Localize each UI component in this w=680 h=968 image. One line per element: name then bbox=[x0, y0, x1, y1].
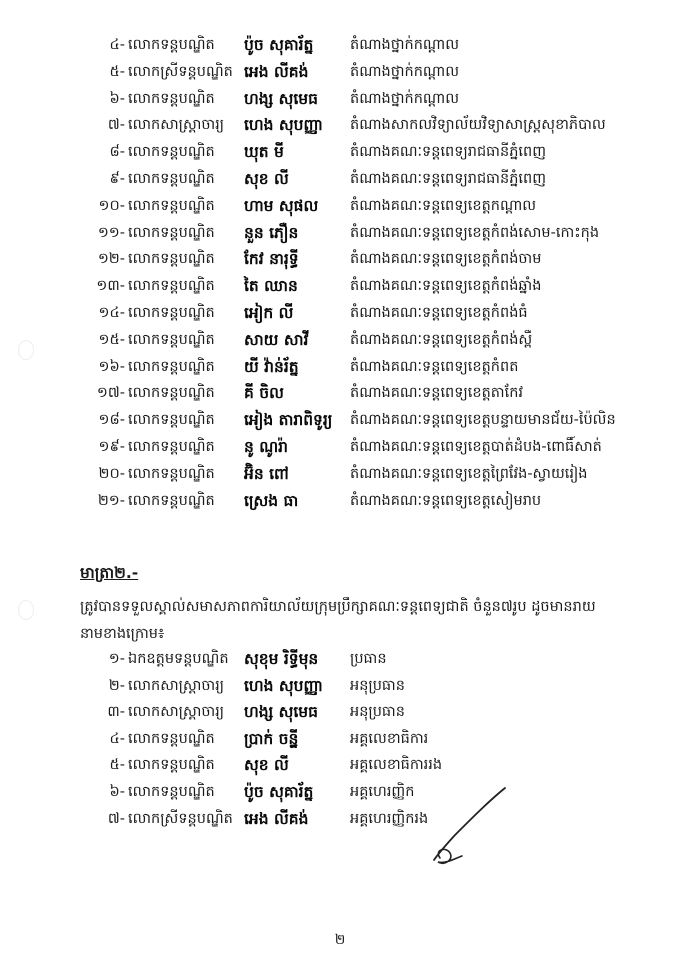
member-name: ហង្ស សុមេធ bbox=[244, 703, 318, 722]
honorific-title: លោកទន្តបណ្ឌិត bbox=[128, 465, 215, 482]
article-heading: មាត្រា២.- bbox=[80, 564, 139, 582]
list-item bbox=[0, 300, 680, 326]
honorific-title: លោកសាស្ត្រាចារ្យ bbox=[128, 677, 225, 694]
item-number: ១៤- bbox=[98, 305, 125, 321]
member-role: តំណាងគណៈទន្តពេទ្យខេត្តព្រៃវែង-ស្វាយរៀង bbox=[350, 465, 588, 482]
list-item bbox=[0, 434, 680, 460]
item-number: ៥- bbox=[109, 757, 125, 774]
member-name: ហេង សុបញ្ញា bbox=[244, 116, 323, 135]
item-number: ៧- bbox=[107, 117, 125, 134]
member-role: អគ្គលេខាធិការរង bbox=[350, 757, 443, 774]
list-item bbox=[0, 726, 680, 752]
member-role: តំណាងគណៈទន្តពេទ្យខេត្តកំពត bbox=[350, 358, 519, 375]
honorific-title: លោកទន្តបណ្ឌិត bbox=[128, 251, 215, 268]
member-name: សុខ លី bbox=[244, 170, 289, 188]
member-name: អេង លីគង់ bbox=[244, 809, 309, 828]
item-number: ១០- bbox=[98, 197, 125, 214]
member-name: នូ ណូរ៉ា bbox=[244, 438, 288, 456]
honorific-title: លោកទន្តបណ្ឌិត bbox=[128, 358, 215, 375]
list-item bbox=[0, 139, 680, 165]
honorific-title: លោកទន្តបណ្ឌិត bbox=[128, 439, 215, 455]
list-item bbox=[0, 752, 680, 778]
member-name: អ៊ិន ពៅ bbox=[244, 464, 289, 483]
list-item bbox=[0, 699, 680, 725]
list-item bbox=[0, 673, 680, 699]
item-number: ៨- bbox=[109, 144, 125, 161]
list-item bbox=[0, 407, 680, 433]
member-role: តំណាងគណៈទន្តពេទ្យខេត្តបន្ទាយមានជ័យ-ប៉ៃលិន bbox=[350, 412, 616, 429]
list-item bbox=[0, 380, 680, 406]
item-number: ១៥- bbox=[98, 331, 125, 348]
honorific-title: លោកទន្តបណ្ឌិត bbox=[128, 385, 215, 402]
article-paragraph-line-2: នាមខាងក្រោម៖ bbox=[80, 626, 165, 642]
member-role: តំណាងគណៈទន្តពេទ្យខេត្តកំពង់សោម-កោះកុង bbox=[350, 224, 600, 241]
list-item bbox=[0, 488, 680, 514]
item-number: ៦- bbox=[109, 784, 125, 800]
list-item bbox=[0, 112, 680, 138]
member-name: អេង លីគង់ bbox=[244, 62, 309, 81]
member-name: យី វ៉ាន់រ័ត្ន bbox=[244, 357, 299, 376]
member-role: តំណាងគណៈទន្តពេទ្យខេត្តកំពង់ឆ្នាំង bbox=[350, 278, 542, 295]
member-name: គី ចិល bbox=[244, 384, 284, 403]
honorific-title: លោកទន្តបណ្ឌិត bbox=[128, 37, 215, 53]
honorific-title: លោកទន្តបណ្ឌិត bbox=[128, 224, 215, 241]
item-number: ១៦- bbox=[98, 358, 125, 375]
honorific-title: លោកទន្តបណ្ឌិត bbox=[128, 331, 215, 348]
member-name: នួន ភឿន bbox=[244, 223, 299, 242]
member-role: អនុប្រធាន bbox=[350, 704, 405, 721]
list-item bbox=[0, 354, 680, 380]
member-name: សុខុម រិទ្ធីមុន bbox=[244, 650, 319, 668]
item-number: ៦- bbox=[109, 90, 125, 107]
honorific-title: ឯកឧត្តមទន្តបណ្ឌិត bbox=[128, 651, 229, 667]
item-number: ៤- bbox=[109, 37, 125, 53]
member-role: តំណាងគណៈទន្តពេទ្យខេត្តកណ្ដាល bbox=[350, 197, 537, 214]
list-item bbox=[0, 59, 680, 85]
member-name: ស្រេង ធា bbox=[244, 491, 299, 510]
honorific-title: លោកស្រីទន្តបណ្ឌិត bbox=[128, 810, 233, 827]
list-item bbox=[0, 166, 680, 192]
member-name: តៃ ឈាន bbox=[244, 277, 298, 296]
member-role: អគ្គហេរញ្ញិក bbox=[350, 784, 415, 800]
page-number: ២ bbox=[334, 932, 346, 948]
list-item bbox=[0, 193, 680, 219]
honorific-title: លោកទន្តបណ្ឌិត bbox=[128, 757, 215, 774]
honorific-title: លោកសាស្ត្រាចារ្យ bbox=[128, 704, 225, 721]
signature bbox=[400, 780, 510, 870]
member-name: សុខ លី bbox=[244, 756, 289, 775]
member-role: អគ្គហេរញ្ញិករង bbox=[350, 810, 429, 827]
item-number: ៤- bbox=[109, 730, 125, 747]
honorific-title: លោកទន្តបណ្ឌិត bbox=[128, 412, 215, 429]
honorific-title: លោកទន្តបណ្ឌិត bbox=[128, 144, 215, 161]
item-number: ៩- bbox=[109, 171, 125, 187]
item-number: ២០- bbox=[98, 465, 125, 482]
honorific-title: លោកទន្តបណ្ឌិត bbox=[128, 784, 215, 800]
item-number: ១- bbox=[108, 651, 125, 667]
list-item bbox=[0, 86, 680, 112]
member-name: ប្រាក់ ចន្ធ្នី bbox=[244, 729, 299, 748]
member-role: តំណាងគណៈទន្តពេទ្យខេត្តបាត់ដំបង-ពោធិ៍សាត់ bbox=[350, 439, 602, 455]
item-number: ៧- bbox=[107, 810, 125, 827]
member-role: ប្រធាន bbox=[350, 651, 387, 667]
honorific-title: លោកទន្តបណ្ឌិត bbox=[128, 730, 215, 747]
item-number: ១៧- bbox=[96, 385, 125, 402]
member-name: កែវ នារុទ្ធី bbox=[244, 250, 299, 269]
member-role: តំណាងគណៈទន្តពេទ្យរាជធានីភ្នំពេញ bbox=[350, 144, 547, 161]
honorific-title: លោកទន្តបណ្ឌិត bbox=[128, 90, 215, 107]
honorific-title: លោកសាស្ត្រាចារ្យ bbox=[128, 117, 225, 134]
list-item bbox=[0, 646, 680, 672]
member-role: តំណាងគណៈទន្តពេទ្យរាជធានីភ្នំពេញ bbox=[350, 171, 547, 187]
list-item bbox=[0, 806, 680, 832]
member-role: តំណាងថ្នាក់កណ្ដាល bbox=[350, 37, 460, 53]
honorific-title: លោកទន្តបណ្ឌិត bbox=[128, 278, 215, 295]
item-number: ១១- bbox=[97, 224, 125, 241]
member-name: សាយ សាវី bbox=[244, 330, 309, 349]
list-item bbox=[0, 246, 680, 272]
honorific-title: លោកទន្តបណ្ឌិត bbox=[128, 171, 215, 187]
honorific-title: លោកទន្តបណ្ឌិត bbox=[128, 492, 215, 509]
scan-mark bbox=[18, 600, 34, 620]
item-number: ២១- bbox=[97, 492, 125, 509]
member-name: អៀង តារាពិទូរ្យ bbox=[244, 411, 333, 430]
member-name: ហេង សុបញ្ញា bbox=[244, 676, 323, 695]
item-number: ១៨- bbox=[98, 412, 125, 429]
list-item bbox=[0, 220, 680, 246]
member-name: ហង្ស សុមេធ bbox=[244, 89, 318, 108]
list-item bbox=[0, 32, 680, 58]
honorific-title: លោកទន្តបណ្ឌិត bbox=[128, 197, 215, 214]
honorific-title: លោកទន្តបណ្ឌិត bbox=[128, 305, 215, 321]
honorific-title: លោកស្រីទន្តបណ្ឌិត bbox=[128, 63, 233, 80]
member-name: អៀក លី bbox=[244, 304, 294, 322]
member-role: តំណាងថ្នាក់កណ្ដាល bbox=[350, 90, 460, 107]
member-name: ហាម សុផល bbox=[244, 196, 319, 215]
member-role: តំណាងគណៈទន្តពេទ្យខេត្តកំពង់ធំ bbox=[350, 305, 528, 321]
member-role: អគ្គលេខាធិការ bbox=[350, 730, 429, 747]
item-number: ៣- bbox=[107, 704, 125, 721]
member-role: តំណាងគណៈទន្តពេទ្យខេត្តកំពង់ស្ពឺ bbox=[350, 331, 533, 348]
item-number: ៥- bbox=[109, 63, 125, 80]
item-number: ២- bbox=[108, 677, 125, 694]
item-number: ១៣- bbox=[96, 278, 125, 295]
member-role: តំណាងគណៈទន្តពេទ្យខេត្តតាកែវ bbox=[350, 385, 524, 402]
member-name: ឃុត មី bbox=[244, 143, 284, 162]
member-role: តំណាងសាកលវិទ្យាល័យវិទ្យាសាស្ត្រសុខាភិបាល bbox=[350, 117, 606, 134]
member-role: អនុប្រធាន bbox=[350, 677, 405, 694]
list-item bbox=[0, 327, 680, 353]
list-item bbox=[0, 461, 680, 487]
member-name: ប៉ូច សុគារ័ត្ន bbox=[244, 36, 314, 54]
scan-mark bbox=[18, 340, 34, 360]
member-role: តំណាងគណៈទន្តពេទ្យខេត្តសៀមរាប bbox=[350, 492, 542, 509]
list-item bbox=[0, 273, 680, 299]
item-number: ១២- bbox=[97, 251, 125, 268]
item-number: ១៩- bbox=[98, 439, 125, 455]
member-role: តំណាងថ្នាក់កណ្ដាល bbox=[350, 63, 460, 80]
member-name: ប៉ូច សុគារ័ត្ន bbox=[244, 783, 314, 801]
member-role: តំណាងគណៈទន្តពេទ្យខេត្តកំពង់ចាម bbox=[350, 251, 542, 268]
list-item bbox=[0, 779, 680, 805]
article-paragraph-line-1: ត្រូវបានទទួលស្គាល់សមាសភាពការិយាល័យក្រុមប្រឹក្សាគណៈទន្តពេទ្យជាតិ ចំនួន៧រូប ដូចមានរាយ bbox=[80, 599, 596, 615]
